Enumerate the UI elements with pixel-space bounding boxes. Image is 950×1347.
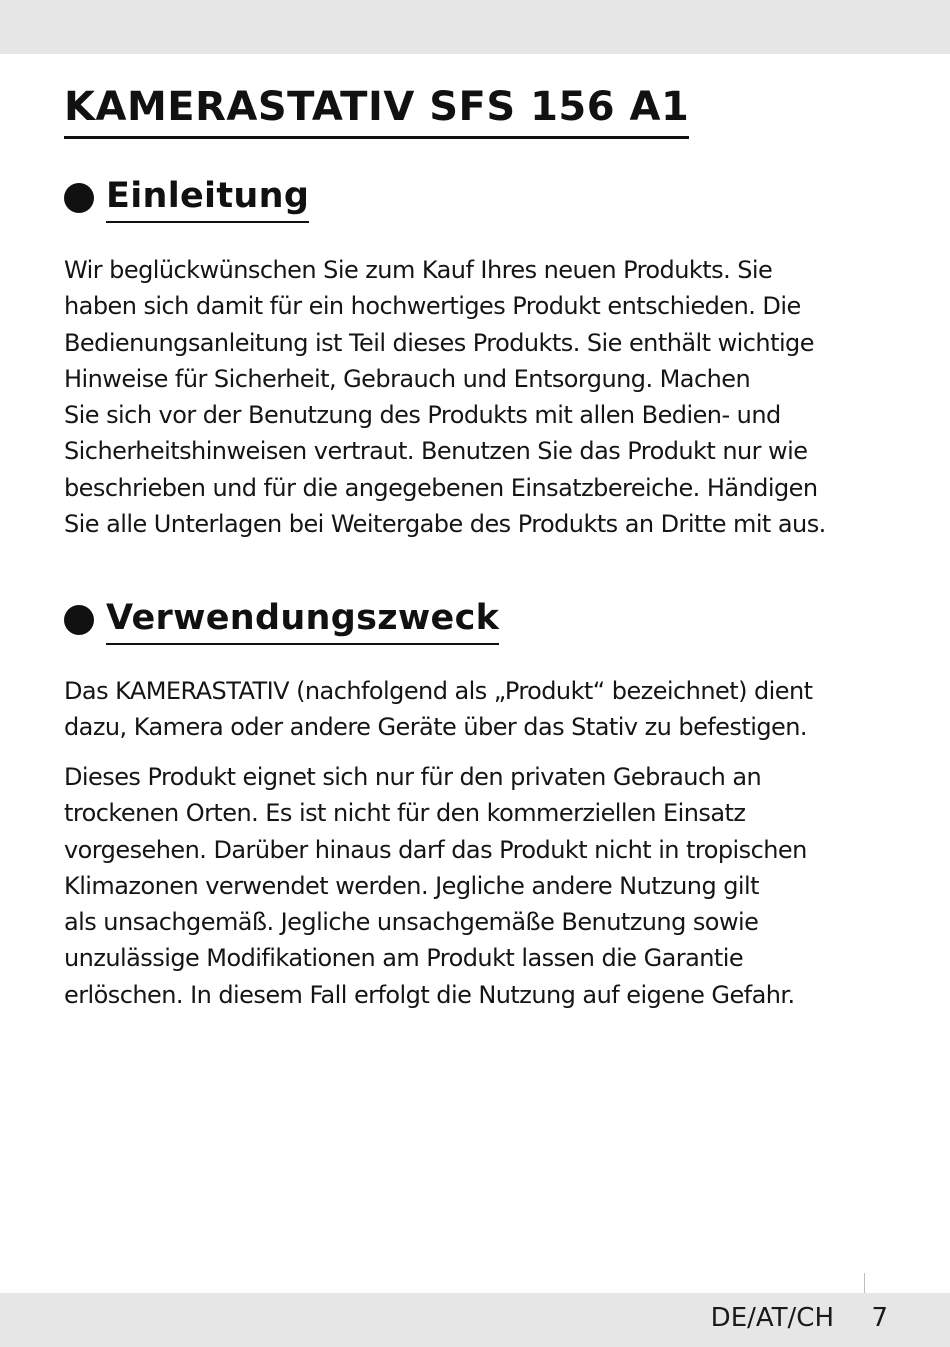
section-heading-verwendungszweck [64, 595, 499, 645]
section-heading-text: Verwendungszweck [106, 595, 499, 645]
page-number: 7 [871, 1303, 888, 1333]
footer-divider [864, 1273, 865, 1293]
bullet-icon [64, 605, 94, 635]
section-heading-einleitung [64, 173, 309, 223]
footer-region-label: DE/AT/CH [710, 1303, 834, 1333]
bullet-icon [64, 183, 94, 213]
paragraph-einleitung: Wir beglückwünschen Sie zum Kauf Ihres neuen Produkts. Sie haben sich damit für ein hochwertiges Produkt entschieden. Die Bedienungsanleitung ist Teil dieses Produkts. Sie enthält wichtige Hinweise für Sicherheit, Gebrauch und Entsorgung. Machen Sie sich vor der Benutzung des Produkts mit allen Bedien- und Sicherheitshinweisen vertraut. Benutzen Sie das Produkt nur wie beschrieben und für die angegebenen Einsatzbereiche. Händigen Sie alle Unterlagen bei Weitergabe des Produkts an Dritte mit aus. [64, 256, 826, 539]
paragraph-verwendungszweck-2: Dieses Produkt eignet sich nur für den privaten Gebrauch an trockenen Orten. Es ist nicht für den kommerziellen Einsatz vorgesehen. Darüber hinaus darf das Produkt nicht in tropischen Klimazonen verwendet werden. Jegliche andere Nutzung gilt als unsachgemäß. Jegliche unsachgemäße Benutzung sowie unzulässige Modifikationen am Produkt lassen die Garantie erlöschen. In diesem Fall erfolgt die Nutzung auf eigene Gefahr. [64, 763, 807, 1009]
header-band [0, 0, 950, 54]
paragraph-verwendungszweck-1: Das KAMERASTATIV (nachfolgend als „Produkt“ bezeichnet) dient dazu, Kamera oder andere Geräte über das Stativ zu befestigen. [64, 677, 813, 742]
section-heading-text: Einleitung [106, 173, 309, 223]
page-title: KAMERASTATIV SFS 156 A1 [64, 80, 689, 139]
